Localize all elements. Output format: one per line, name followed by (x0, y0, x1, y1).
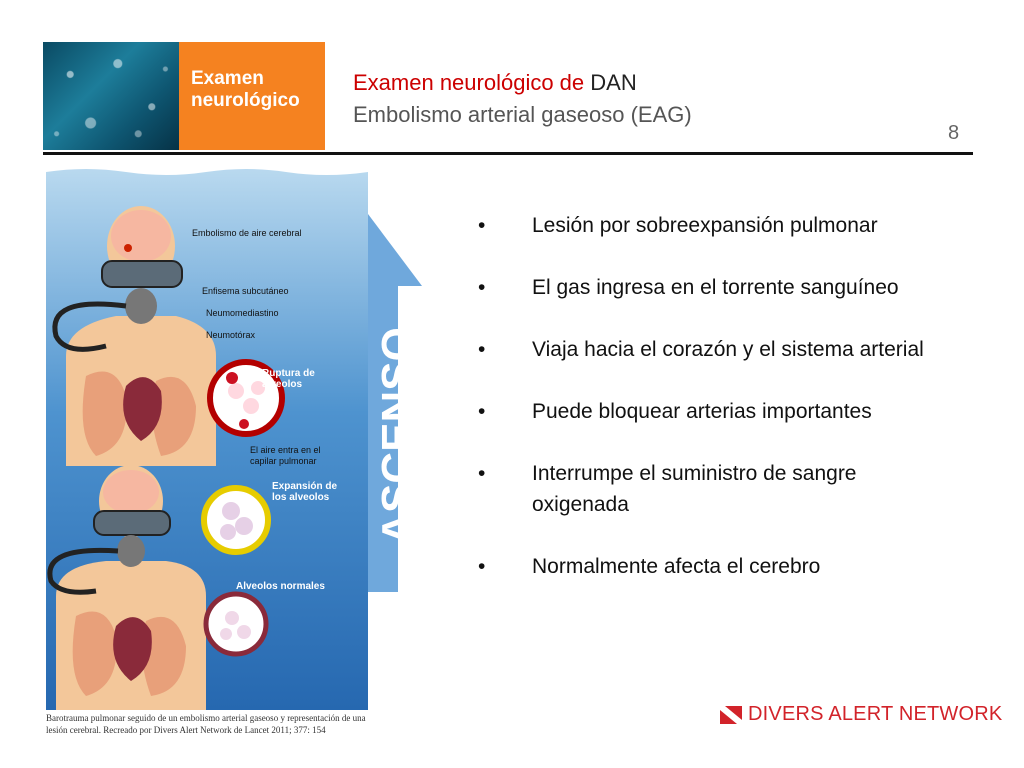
label-ruptura-1: Ruptura de (262, 368, 315, 379)
bullet-item: • Viaja hacia el corazón y el sistema arterial (478, 338, 924, 361)
bullet-list (478, 210, 948, 613)
ascenso-label: ASCENSO (373, 327, 422, 545)
barotrauma-illustration (46, 166, 426, 710)
label-normales: Alveolos normales (236, 581, 325, 592)
bullet-item: • Interrumpe el suministro de sangre oxigenada (478, 462, 857, 516)
section-label-box (179, 42, 325, 150)
bullet-item: • Puede bloquear arterias importantes (478, 400, 872, 423)
label-expansion-2: los alveolos (272, 492, 330, 503)
bullet-item: • Normalmente afecta el cerebro (478, 555, 821, 578)
bullet-item: • El gas ingresa en el torrente sanguíneo (478, 276, 899, 299)
dive-flag-icon (720, 706, 742, 724)
label-aire-2: capilar pulmonar (250, 456, 317, 466)
header-divider (43, 152, 973, 155)
slide-subtitle: Embolismo arterial gaseoso (EAG) (353, 102, 692, 127)
label-neumotorax: Neumotórax (206, 330, 256, 340)
header-water-image (43, 42, 179, 150)
figure-caption: Barotrauma pulmonar seguido de un embolismo arterial gaseoso y representación de una lesión cerebral. Recreado por Divers Alert Network de Lancet 2011; 377: 154 (46, 713, 366, 735)
logo-text: DIVERS ALERT NETWORK (748, 703, 1003, 725)
dan-logo (720, 703, 1002, 726)
label-enfisema: Enfisema subcutáneo (202, 286, 289, 296)
label-neumomediastino: Neumomediastino (206, 308, 279, 318)
label-aire-1: El aire entra en el (250, 445, 321, 455)
label-embolismo: Embolismo de aire cerebral (192, 228, 302, 238)
label-expansion-1: Expansión de (272, 481, 338, 492)
section-label: Examen neurológico (191, 68, 300, 111)
page-number: 8 (948, 122, 960, 144)
label-ruptura-2: alveolos (262, 379, 303, 390)
bullet-item: • Lesión por sobreexpansión pulmonar (478, 214, 878, 237)
slide-title: Examen neurológico de DAN (353, 70, 637, 95)
